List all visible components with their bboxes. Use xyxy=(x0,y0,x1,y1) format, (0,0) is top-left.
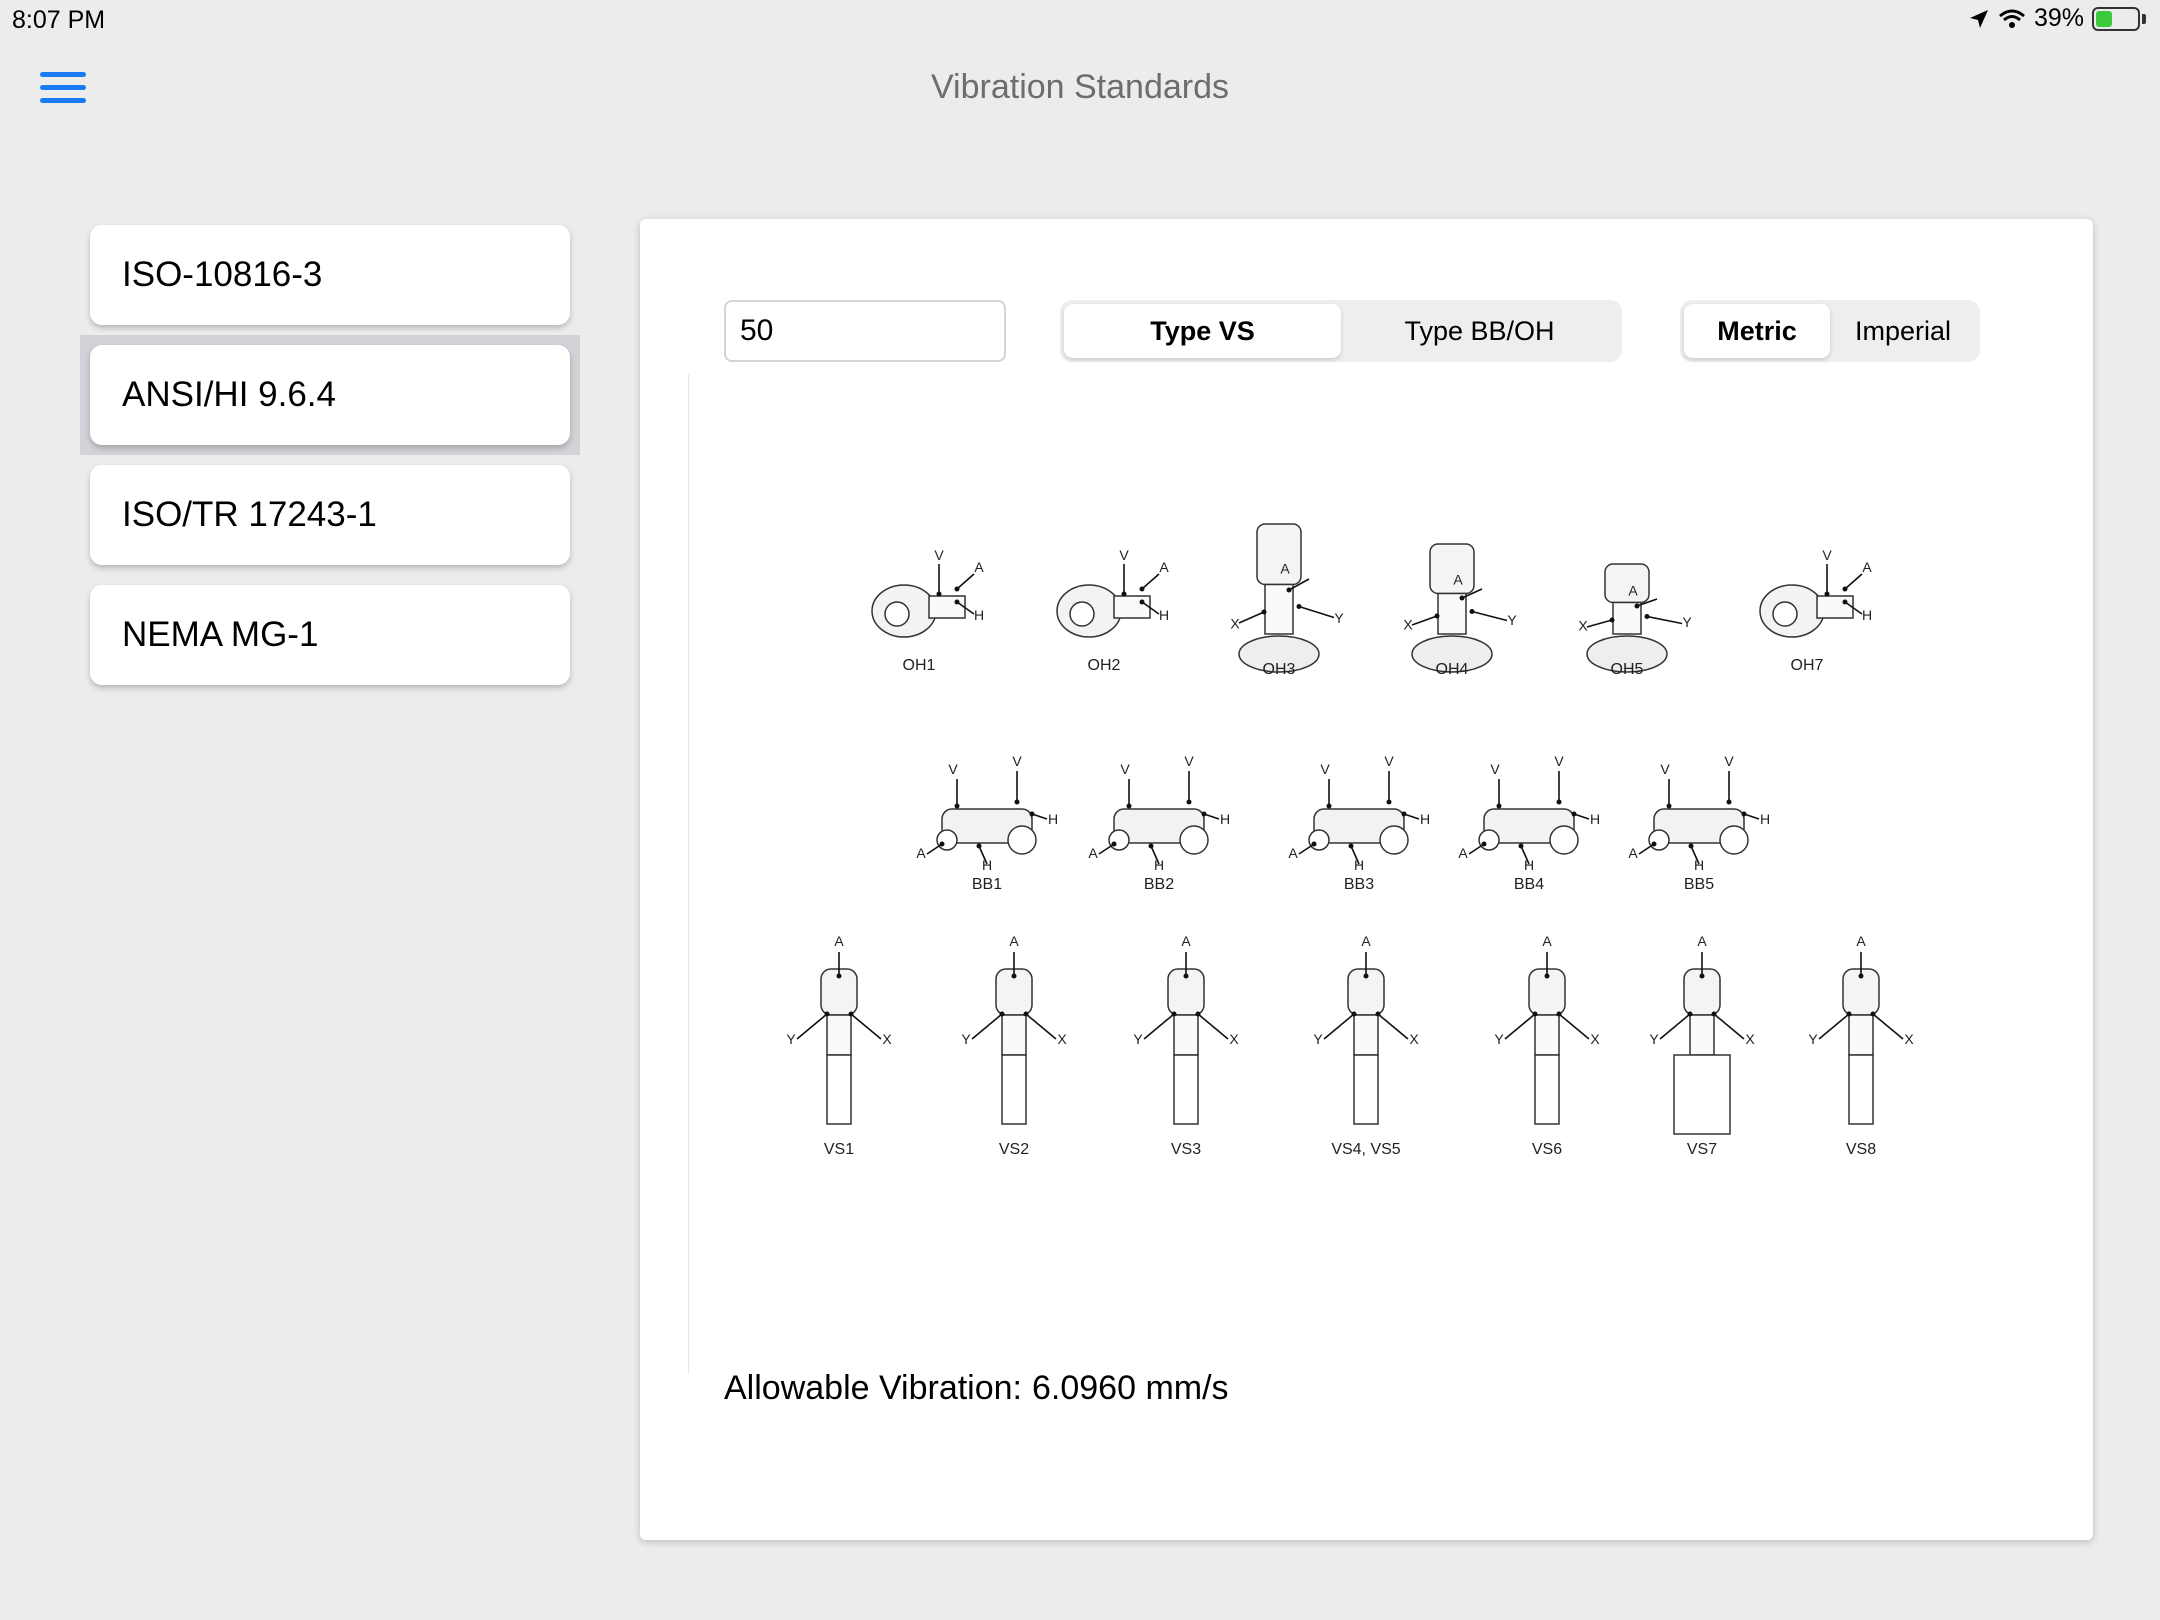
axis-arrow xyxy=(1026,1014,1056,1039)
pump-label: OH7 xyxy=(1790,657,1824,674)
axis-arrowhead xyxy=(940,842,945,847)
axis-letter-a: A xyxy=(1361,933,1371,949)
axis-letter-a: A xyxy=(834,933,844,949)
axis-letter-a: A xyxy=(1458,845,1468,861)
axis-letter-a: A xyxy=(1453,571,1463,588)
pump-vs8 xyxy=(1808,933,1914,1158)
axis-arrow xyxy=(1587,620,1612,627)
axis-arrowhead xyxy=(1435,614,1440,619)
sidebar-row xyxy=(80,575,580,695)
status-time: 8:07 PM xyxy=(12,6,106,34)
axis-letter-h: H xyxy=(1047,811,1059,827)
axis-letter-h: H xyxy=(973,607,985,623)
battery-nub xyxy=(2142,14,2146,24)
motor-stand xyxy=(1174,1015,1198,1055)
axis-arrow xyxy=(1299,844,1314,854)
axis-arrow xyxy=(1144,1014,1174,1039)
column-pipe xyxy=(827,1055,851,1124)
axis-arrowhead xyxy=(1376,1012,1381,1017)
axis-letter-v: V xyxy=(1384,753,1394,769)
axis-letter-v: V xyxy=(948,761,958,777)
axis-arrowhead xyxy=(849,1012,854,1017)
sidebar-item-iso-tr-17243-1[interactable]: ISO/TR 17243-1 xyxy=(90,465,570,565)
pump-oh5 xyxy=(1578,564,1692,678)
axis-arrow xyxy=(1819,1014,1849,1039)
nozzle xyxy=(1649,830,1669,850)
nozzle xyxy=(1380,826,1408,854)
column-pipe xyxy=(1535,1055,1559,1124)
axis-letter-a: A xyxy=(1280,560,1290,577)
pump-bb4 xyxy=(1458,753,1600,893)
axis-arrow xyxy=(1239,612,1264,623)
axis-arrowhead xyxy=(1127,804,1132,809)
motor-stand xyxy=(1535,1015,1559,1055)
column-pipe xyxy=(1849,1055,1873,1124)
axis-arrowhead xyxy=(955,587,960,592)
sidebar-item-nema-mg-1[interactable]: NEMA MG-1 xyxy=(90,585,570,685)
axis-letter-y: Y xyxy=(1494,1031,1504,1047)
axis-letter-v: V xyxy=(1184,753,1194,769)
axis-letter-y: Y xyxy=(1133,1031,1143,1047)
axis-letter-a: A xyxy=(1856,933,1866,949)
axis-arrowhead xyxy=(1030,812,1035,817)
axis-arrow xyxy=(1639,844,1654,854)
pump-label: OH5 xyxy=(1610,661,1644,678)
axis-arrowhead xyxy=(825,1012,830,1017)
pump-oh7 xyxy=(1760,547,1872,674)
sidebar-row xyxy=(80,215,580,335)
axis-letter-y: Y xyxy=(1507,612,1517,628)
axis-letter-y: Y xyxy=(1313,1031,1323,1047)
motor-stand xyxy=(1002,1015,1026,1055)
axis-letter-v: V xyxy=(934,547,944,563)
pump-label: VS8 xyxy=(1845,1141,1877,1158)
axis-arrowhead xyxy=(1871,1012,1876,1017)
axis-arrow xyxy=(927,844,942,854)
axis-letter-h: H xyxy=(1419,811,1431,827)
axis-letter-y: Y xyxy=(961,1031,971,1047)
axis-arrow xyxy=(1378,1014,1408,1039)
axis-letter-a: A xyxy=(1628,845,1638,861)
axis-arrowhead xyxy=(1843,600,1848,605)
axis-letter-h: H xyxy=(1861,607,1873,623)
axis-letter-x: X xyxy=(1578,617,1588,634)
axis-arrowhead xyxy=(1645,614,1650,619)
axis-letter-y: Y xyxy=(1649,1031,1659,1047)
pump-oh4 xyxy=(1403,544,1517,678)
axis-arrowhead xyxy=(1843,587,1848,592)
axis-letter-y: Y xyxy=(1334,610,1344,626)
axis-letter-a: A xyxy=(1542,933,1552,949)
axis-letter-v: V xyxy=(1724,753,1734,769)
axis-arrow xyxy=(1505,1014,1535,1039)
axis-arrowhead xyxy=(1387,800,1392,805)
allowable-vibration-value: 6.0960 mm/s xyxy=(1032,1369,1229,1407)
axis-letter-h: H xyxy=(1523,857,1535,873)
axis-arrow xyxy=(957,574,974,589)
axis-letter-h: H xyxy=(1158,607,1170,623)
axis-arrowhead xyxy=(1122,592,1127,597)
axis-letter-h: H xyxy=(1693,857,1705,873)
motor-body xyxy=(1605,564,1649,603)
axis-letter-x: X xyxy=(1904,1031,1914,1047)
bearing-frame xyxy=(1817,596,1853,618)
pump-bb1 xyxy=(916,753,1058,893)
pump-label: VS1 xyxy=(823,1141,855,1158)
bearing-frame xyxy=(929,596,965,618)
axis-arrow xyxy=(1299,607,1334,618)
nozzle xyxy=(1109,830,1129,850)
axis-letter-h: H xyxy=(1219,811,1231,827)
axis-arrow xyxy=(851,1014,881,1039)
suction-flange xyxy=(1773,602,1797,626)
axis-letter-v: V xyxy=(1012,753,1022,769)
battery-icon xyxy=(2092,7,2140,31)
motor-body xyxy=(1430,544,1474,594)
pump-vs3 xyxy=(1133,933,1239,1158)
axis-arrowhead xyxy=(837,974,842,979)
axis-arrowhead xyxy=(1312,842,1317,847)
axis-letter-x: X xyxy=(1403,616,1413,633)
axis-letter-x: X xyxy=(1745,1031,1755,1047)
pump-types-diagram xyxy=(689,374,2089,1274)
axis-letter-v: V xyxy=(1822,547,1832,563)
axis-arrowhead xyxy=(1287,588,1292,593)
axis-arrowhead xyxy=(1635,604,1640,609)
axis-arrowhead xyxy=(1297,604,1302,609)
bearing-frame xyxy=(1114,596,1150,618)
pump-oh1 xyxy=(872,547,984,674)
axis-arrowhead xyxy=(1859,974,1864,979)
axis-arrowhead xyxy=(1262,610,1267,615)
nozzle xyxy=(1180,826,1208,854)
pump-type-segmented-control xyxy=(1060,300,1622,362)
sidebar-item-iso-10816-3[interactable]: ISO-10816-3 xyxy=(90,225,570,325)
value-input[interactable] xyxy=(724,300,1006,362)
axis-arrowhead xyxy=(1364,974,1369,979)
motor-stand xyxy=(827,1015,851,1055)
axis-arrowhead xyxy=(1712,1012,1717,1017)
axis-arrowhead xyxy=(1352,1012,1357,1017)
pump-label: BB3 xyxy=(1343,876,1375,893)
column-pipe xyxy=(1674,1055,1730,1134)
axis-arrowhead xyxy=(1689,844,1694,849)
axis-letter-v: V xyxy=(1660,761,1670,777)
pump-vs6 xyxy=(1494,933,1600,1158)
axis-letter-h: H xyxy=(1759,811,1771,827)
axis-arrow xyxy=(1469,844,1484,854)
axis-arrowhead xyxy=(1700,974,1705,979)
axis-arrowhead xyxy=(1202,812,1207,817)
axis-letter-a: A xyxy=(1159,559,1169,575)
axis-letter-a: A xyxy=(1697,933,1707,949)
axis-arrowhead xyxy=(1149,844,1154,849)
axis-arrowhead xyxy=(1112,842,1117,847)
pump-label: OH4 xyxy=(1435,661,1469,678)
axis-arrowhead xyxy=(1742,812,1747,817)
axis-arrowhead xyxy=(1327,804,1332,809)
axis-letter-h: H xyxy=(981,857,993,873)
axis-arrow xyxy=(1198,1014,1228,1039)
axis-arrowhead xyxy=(1557,800,1562,805)
axis-arrow xyxy=(1472,612,1507,621)
axis-arrowhead xyxy=(1497,804,1502,809)
pump-label: BB1 xyxy=(971,876,1003,893)
axis-arrow xyxy=(1873,1014,1903,1039)
axis-letter-x: X xyxy=(1409,1031,1419,1047)
axis-arrow xyxy=(1647,617,1682,624)
pump-label: BB4 xyxy=(1513,876,1545,893)
axis-letter-v: V xyxy=(1554,753,1564,769)
pump-label: VS2 xyxy=(998,1141,1030,1158)
axis-letter-a: A xyxy=(916,845,926,861)
nozzle xyxy=(1720,826,1748,854)
axis-letter-x: X xyxy=(1057,1031,1067,1047)
pump-label: OH3 xyxy=(1262,661,1296,678)
axis-arrowhead xyxy=(1557,1012,1562,1017)
axis-arrowhead xyxy=(1652,842,1657,847)
axis-arrowhead xyxy=(1825,592,1830,597)
motor-stand xyxy=(1354,1015,1378,1055)
pump-bb2 xyxy=(1088,753,1230,893)
pump-label: VS4, VS5 xyxy=(1331,1141,1401,1158)
axis-letter-a: A xyxy=(1088,845,1098,861)
axis-arrowhead xyxy=(1024,1012,1029,1017)
column-pipe xyxy=(1002,1055,1026,1124)
axis-arrowhead xyxy=(1519,844,1524,849)
axis-arrow xyxy=(1845,574,1862,589)
axis-letter-h: H xyxy=(1153,857,1165,873)
pump-label: BB2 xyxy=(1143,876,1175,893)
axis-letter-y: Y xyxy=(1682,614,1692,630)
axis-letter-v: V xyxy=(1490,761,1500,777)
pump-bb5 xyxy=(1628,753,1770,893)
axis-letter-h: H xyxy=(1353,857,1365,873)
axis-letter-a: A xyxy=(974,559,984,575)
pump-oh2 xyxy=(1057,547,1169,674)
axis-arrowhead xyxy=(1349,844,1354,849)
pump-label: VS7 xyxy=(1686,1141,1718,1158)
axis-arrowhead xyxy=(1610,618,1615,623)
axis-letter-x: X xyxy=(1229,1031,1239,1047)
axis-arrowhead xyxy=(1688,1012,1693,1017)
nozzle xyxy=(937,830,957,850)
pump-vs7 xyxy=(1649,933,1755,1158)
pump-label: BB5 xyxy=(1683,876,1715,893)
axis-arrowhead xyxy=(1727,800,1732,805)
suction-flange xyxy=(1070,602,1094,626)
pump-label: OH1 xyxy=(902,657,936,674)
axis-arrowhead xyxy=(1172,1012,1177,1017)
axis-arrowhead xyxy=(1572,812,1577,817)
axis-arrowhead xyxy=(1545,974,1550,979)
axis-arrowhead xyxy=(1402,812,1407,817)
axis-letter-a: A xyxy=(1288,845,1298,861)
axis-arrow xyxy=(1142,574,1159,589)
axis-letter-v: V xyxy=(1119,547,1129,563)
sidebar-row-selected xyxy=(80,335,580,455)
axis-arrow xyxy=(972,1014,1002,1039)
axis-arrowhead xyxy=(1482,842,1487,847)
column-pipe xyxy=(1174,1055,1198,1124)
standards-sidebar xyxy=(80,215,580,695)
pump-label: VS6 xyxy=(1531,1141,1563,1158)
motor-stand xyxy=(1690,1015,1714,1055)
nozzle xyxy=(1479,830,1499,850)
location-arrow-icon xyxy=(1968,8,1990,30)
axis-letter-a: A xyxy=(1009,933,1019,949)
axis-arrow xyxy=(797,1014,827,1039)
pump-vs2 xyxy=(961,933,1067,1158)
pump-label: OH2 xyxy=(1087,657,1121,674)
axis-letter-a: A xyxy=(1181,933,1191,949)
axis-letter-y: Y xyxy=(1808,1031,1818,1047)
axis-arrowhead xyxy=(1184,974,1189,979)
sidebar-item-ansi-hi-9-6-4[interactable]: ANSI/HI 9.6.4 xyxy=(90,345,570,445)
axis-arrowhead xyxy=(1533,1012,1538,1017)
axis-arrowhead xyxy=(1140,587,1145,592)
column-pipe xyxy=(1354,1055,1378,1124)
sidebar-row xyxy=(80,455,580,575)
axis-letter-v: V xyxy=(1320,761,1330,777)
battery-percent: 39% xyxy=(2033,4,2084,32)
axis-arrowhead xyxy=(955,600,960,605)
pump-oh3 xyxy=(1230,524,1344,678)
calculator-card xyxy=(640,219,2093,1540)
axis-arrow xyxy=(1714,1014,1744,1039)
axis-arrow xyxy=(1559,1014,1589,1039)
axis-arrowhead xyxy=(937,592,942,597)
axis-arrow xyxy=(1660,1014,1690,1039)
axis-arrow xyxy=(1324,1014,1354,1039)
axis-letter-y: Y xyxy=(786,1031,796,1047)
axis-arrowhead xyxy=(977,844,982,849)
axis-arrowhead xyxy=(1140,600,1145,605)
motor-body xyxy=(1257,524,1301,585)
axis-letter-x: X xyxy=(1230,615,1240,632)
axis-arrowhead xyxy=(1470,609,1475,614)
axis-arrowhead xyxy=(955,804,960,809)
nozzle xyxy=(1309,830,1329,850)
page-title: Vibration Standards xyxy=(930,68,1229,106)
axis-letter-v: V xyxy=(1120,761,1130,777)
suction-flange xyxy=(885,602,909,626)
axis-letter-a: A xyxy=(1628,582,1638,599)
segment-type-bb-oh[interactable]: Type BB/OH xyxy=(1404,315,1555,346)
axis-arrowhead xyxy=(1667,804,1672,809)
axis-letter-x: X xyxy=(882,1031,892,1047)
nozzle xyxy=(1550,826,1578,854)
allowable-vibration-result xyxy=(724,1369,1229,1408)
segment-imperial[interactable]: Imperial xyxy=(1854,315,1952,346)
axis-arrowhead xyxy=(1015,800,1020,805)
segment-type-vs[interactable]: Type VS xyxy=(1064,304,1341,358)
axis-letter-a: A xyxy=(1862,559,1872,575)
axis-arrowhead xyxy=(1460,596,1465,601)
axis-arrowhead xyxy=(1196,1012,1201,1017)
allowable-vibration-label: Allowable Vibration: xyxy=(724,1369,1022,1407)
status-bar xyxy=(0,0,2160,40)
pump-diagram-panel xyxy=(688,374,2088,1374)
axis-arrowhead xyxy=(1847,1012,1852,1017)
axis-arrowhead xyxy=(1000,1012,1005,1017)
axis-letter-x: X xyxy=(1590,1031,1600,1047)
motor-stand xyxy=(1849,1015,1873,1055)
pump-vs1 xyxy=(786,933,892,1158)
axis-letter-h: H xyxy=(1589,811,1601,827)
wifi-icon xyxy=(1998,8,2026,30)
axis-arrow xyxy=(1099,844,1114,854)
pump-bb3 xyxy=(1288,753,1430,893)
axis-arrowhead xyxy=(1012,974,1017,979)
pump-vs4-vs5 xyxy=(1313,933,1419,1158)
nozzle xyxy=(1008,826,1036,854)
pump-label: VS3 xyxy=(1170,1141,1202,1158)
status-indicators xyxy=(1968,4,2146,33)
axis-arrow xyxy=(1412,616,1437,625)
axis-arrowhead xyxy=(1187,800,1192,805)
segment-metric[interactable]: Metric xyxy=(1684,304,1830,358)
units-segmented-control xyxy=(1680,300,1980,362)
